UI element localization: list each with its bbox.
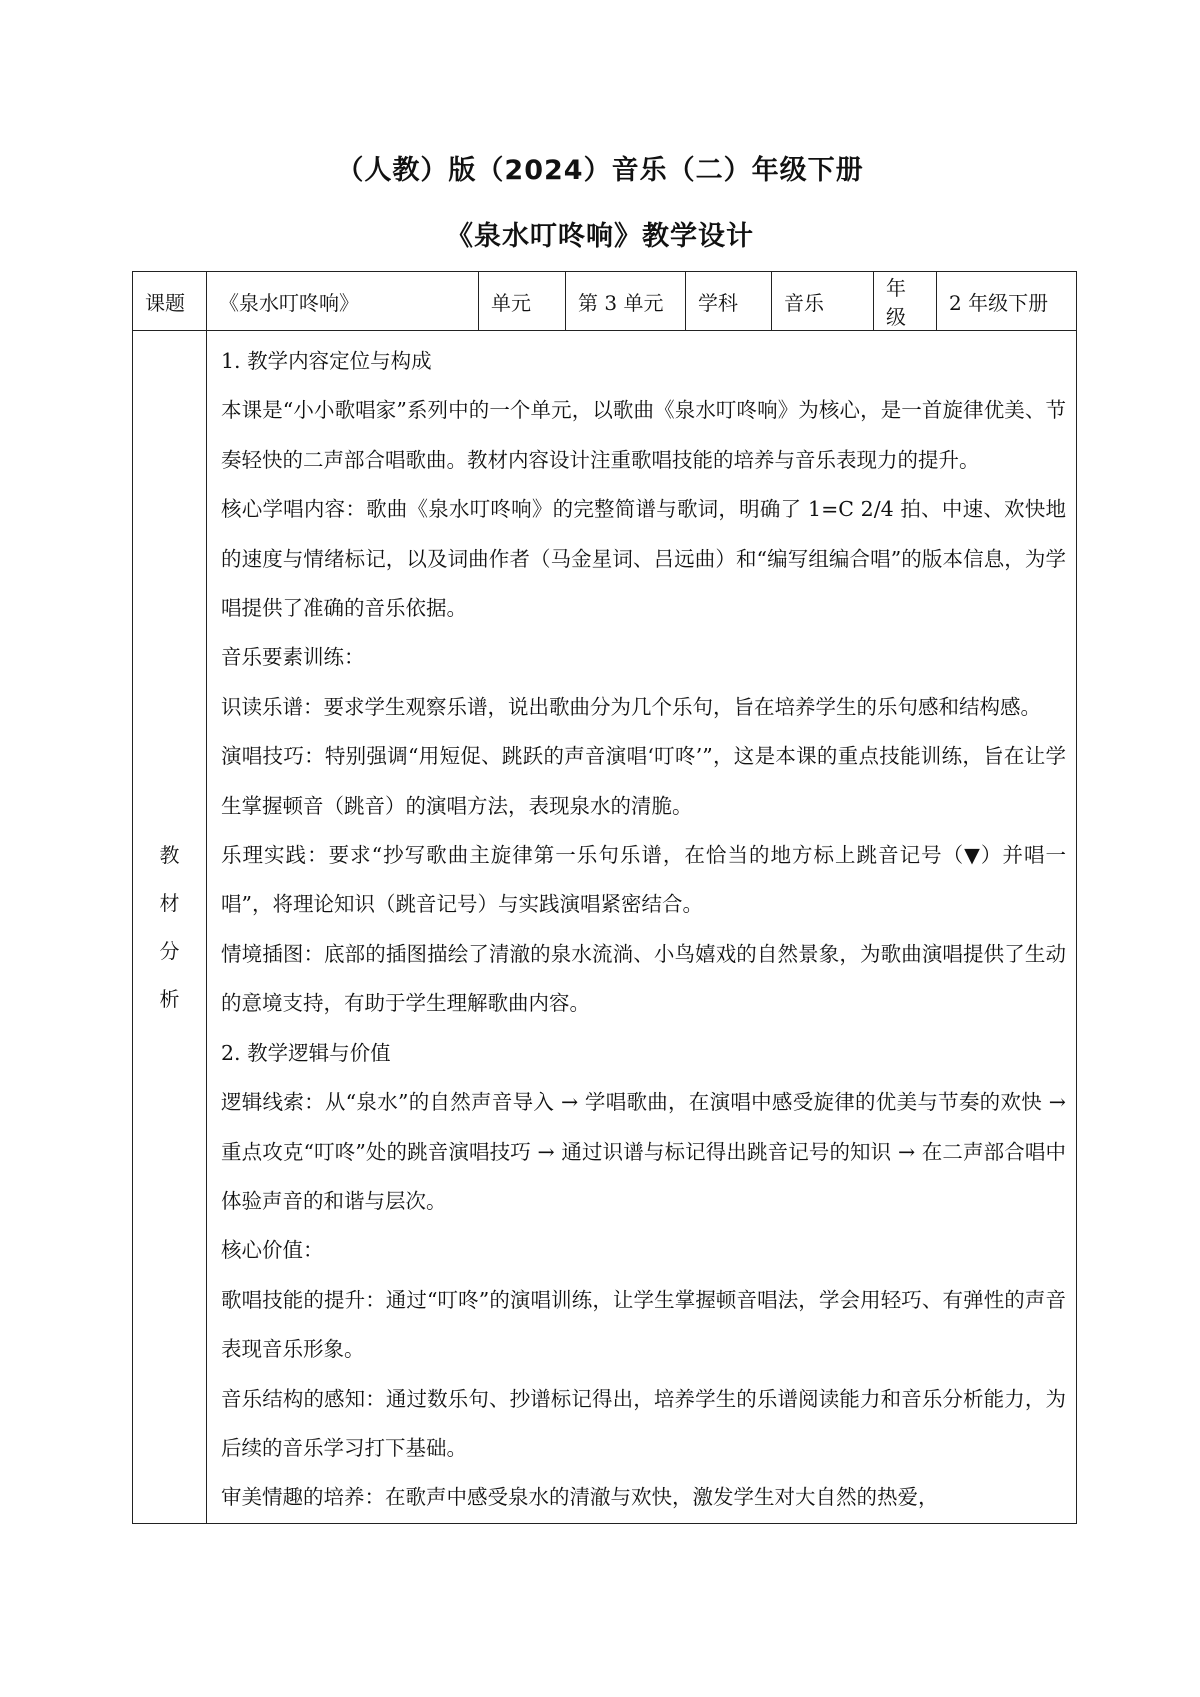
topic-key: 课题 xyxy=(133,272,207,331)
section-label-line1: 教 材 xyxy=(159,842,192,915)
paragraph: 识读乐谱：要求学生观察乐谱，说出歌曲分为几个乐句，旨在培养学生的乐句感和结构感。 xyxy=(221,694,1041,719)
subject-key: 学科 xyxy=(686,272,772,331)
header-row xyxy=(133,272,1077,331)
grade-key: 年级 xyxy=(874,272,937,331)
section-label-line2: 分析 xyxy=(159,938,192,1011)
document-title: （人教）版（2024）音乐（二）年级下册 xyxy=(336,155,864,186)
analysis-row xyxy=(133,331,1077,1524)
paragraph: 情境插图：底部的插图描绘了清澈的泉水流淌、小鸟嬉戏的自然景象，为歌曲演唱提供了生动的意境支持，有助于学生理解歌曲内容。 xyxy=(221,941,1066,1016)
paragraph: 演唱技巧：特别强调“用短促、跳跃的声音演唱‘叮咚’”，这是本课的重点技能训练，旨在让学生掌握顿音（跳音）的演唱方法，表现泉水的清脆。 xyxy=(221,744,1066,818)
paragraph: 2. 教学逻辑与价值 xyxy=(221,1040,391,1065)
paragraph: 本课是“小小歌唱家”系列中的一个单元，以歌曲《泉水叮咚响》为核心，是一首旋律优美、节奏轻快的二声部合唱歌曲。教材内容设计注重歌唱技能的培养与音乐表现力的提升。 xyxy=(221,398,1066,472)
paragraph: 歌唱技能的提升：通过“叮咚”的演唱训练，让学生掌握顿音唱法，学会用轻巧、有弹性的声音表现音乐形象。 xyxy=(221,1287,1066,1362)
subject-value: 音乐 xyxy=(772,272,874,331)
paragraph: 核心学唱内容：歌曲《泉水叮咚响》的完整简谱与歌词，明确了 1=C 2/4 拍、中速、欢快地的速度与情绪标记，以及词曲作者（马金星词、吕远曲）和“编写组编合唱”的版本信息，为学唱提供了准确的音乐依据。 xyxy=(221,497,1066,621)
grade-value: 2 年级下册 xyxy=(937,272,1077,331)
paragraph: 乐理实践：要求“抄写歌曲主旋律第一乐句乐谱，在恰当的地方标上跳音记号（▼）并唱一唱”，将理论知识（跳音记号）与实践演唱紧密结合。 xyxy=(221,843,1066,917)
document-subtitle: 《泉水叮咚响》教学设计 xyxy=(446,221,754,252)
analysis-content xyxy=(207,331,1077,1524)
topic-value: 《泉水叮咚响》 xyxy=(207,272,479,331)
paragraph: 音乐结构的感知：通过数乐句、抄谱标记得出，培养学生的乐谱阅读能力和音乐分析能力，为后续的音乐学习打下基础。 xyxy=(221,1386,1066,1460)
paragraph: 逻辑线索：从“泉水”的自然声音导入 → 学唱歌曲，在演唱中感受旋律的优美与节奏的欢快 → 重点攻克“叮咚”处的跳音演唱技巧 → 通过识谱与标记得出跳音记号的知识 → 在二声部合唱中体验声音的和谐与层次。 xyxy=(221,1090,1066,1213)
section-label xyxy=(133,331,207,1524)
paragraph: 1. 教学内容定位与构成 xyxy=(221,349,432,373)
unit-key: 单元 xyxy=(479,272,566,331)
paragraph: 核心价值： xyxy=(221,1238,324,1263)
paragraph: 音乐要素训练： xyxy=(221,645,365,670)
paragraph: 审美情趣的培养：在歌声中感受泉水的清澈与欢快，激发学生对大自然的热爱， xyxy=(221,1485,939,1510)
unit-value: 第 3 单元 xyxy=(566,272,686,331)
lesson-table xyxy=(132,271,1077,1524)
